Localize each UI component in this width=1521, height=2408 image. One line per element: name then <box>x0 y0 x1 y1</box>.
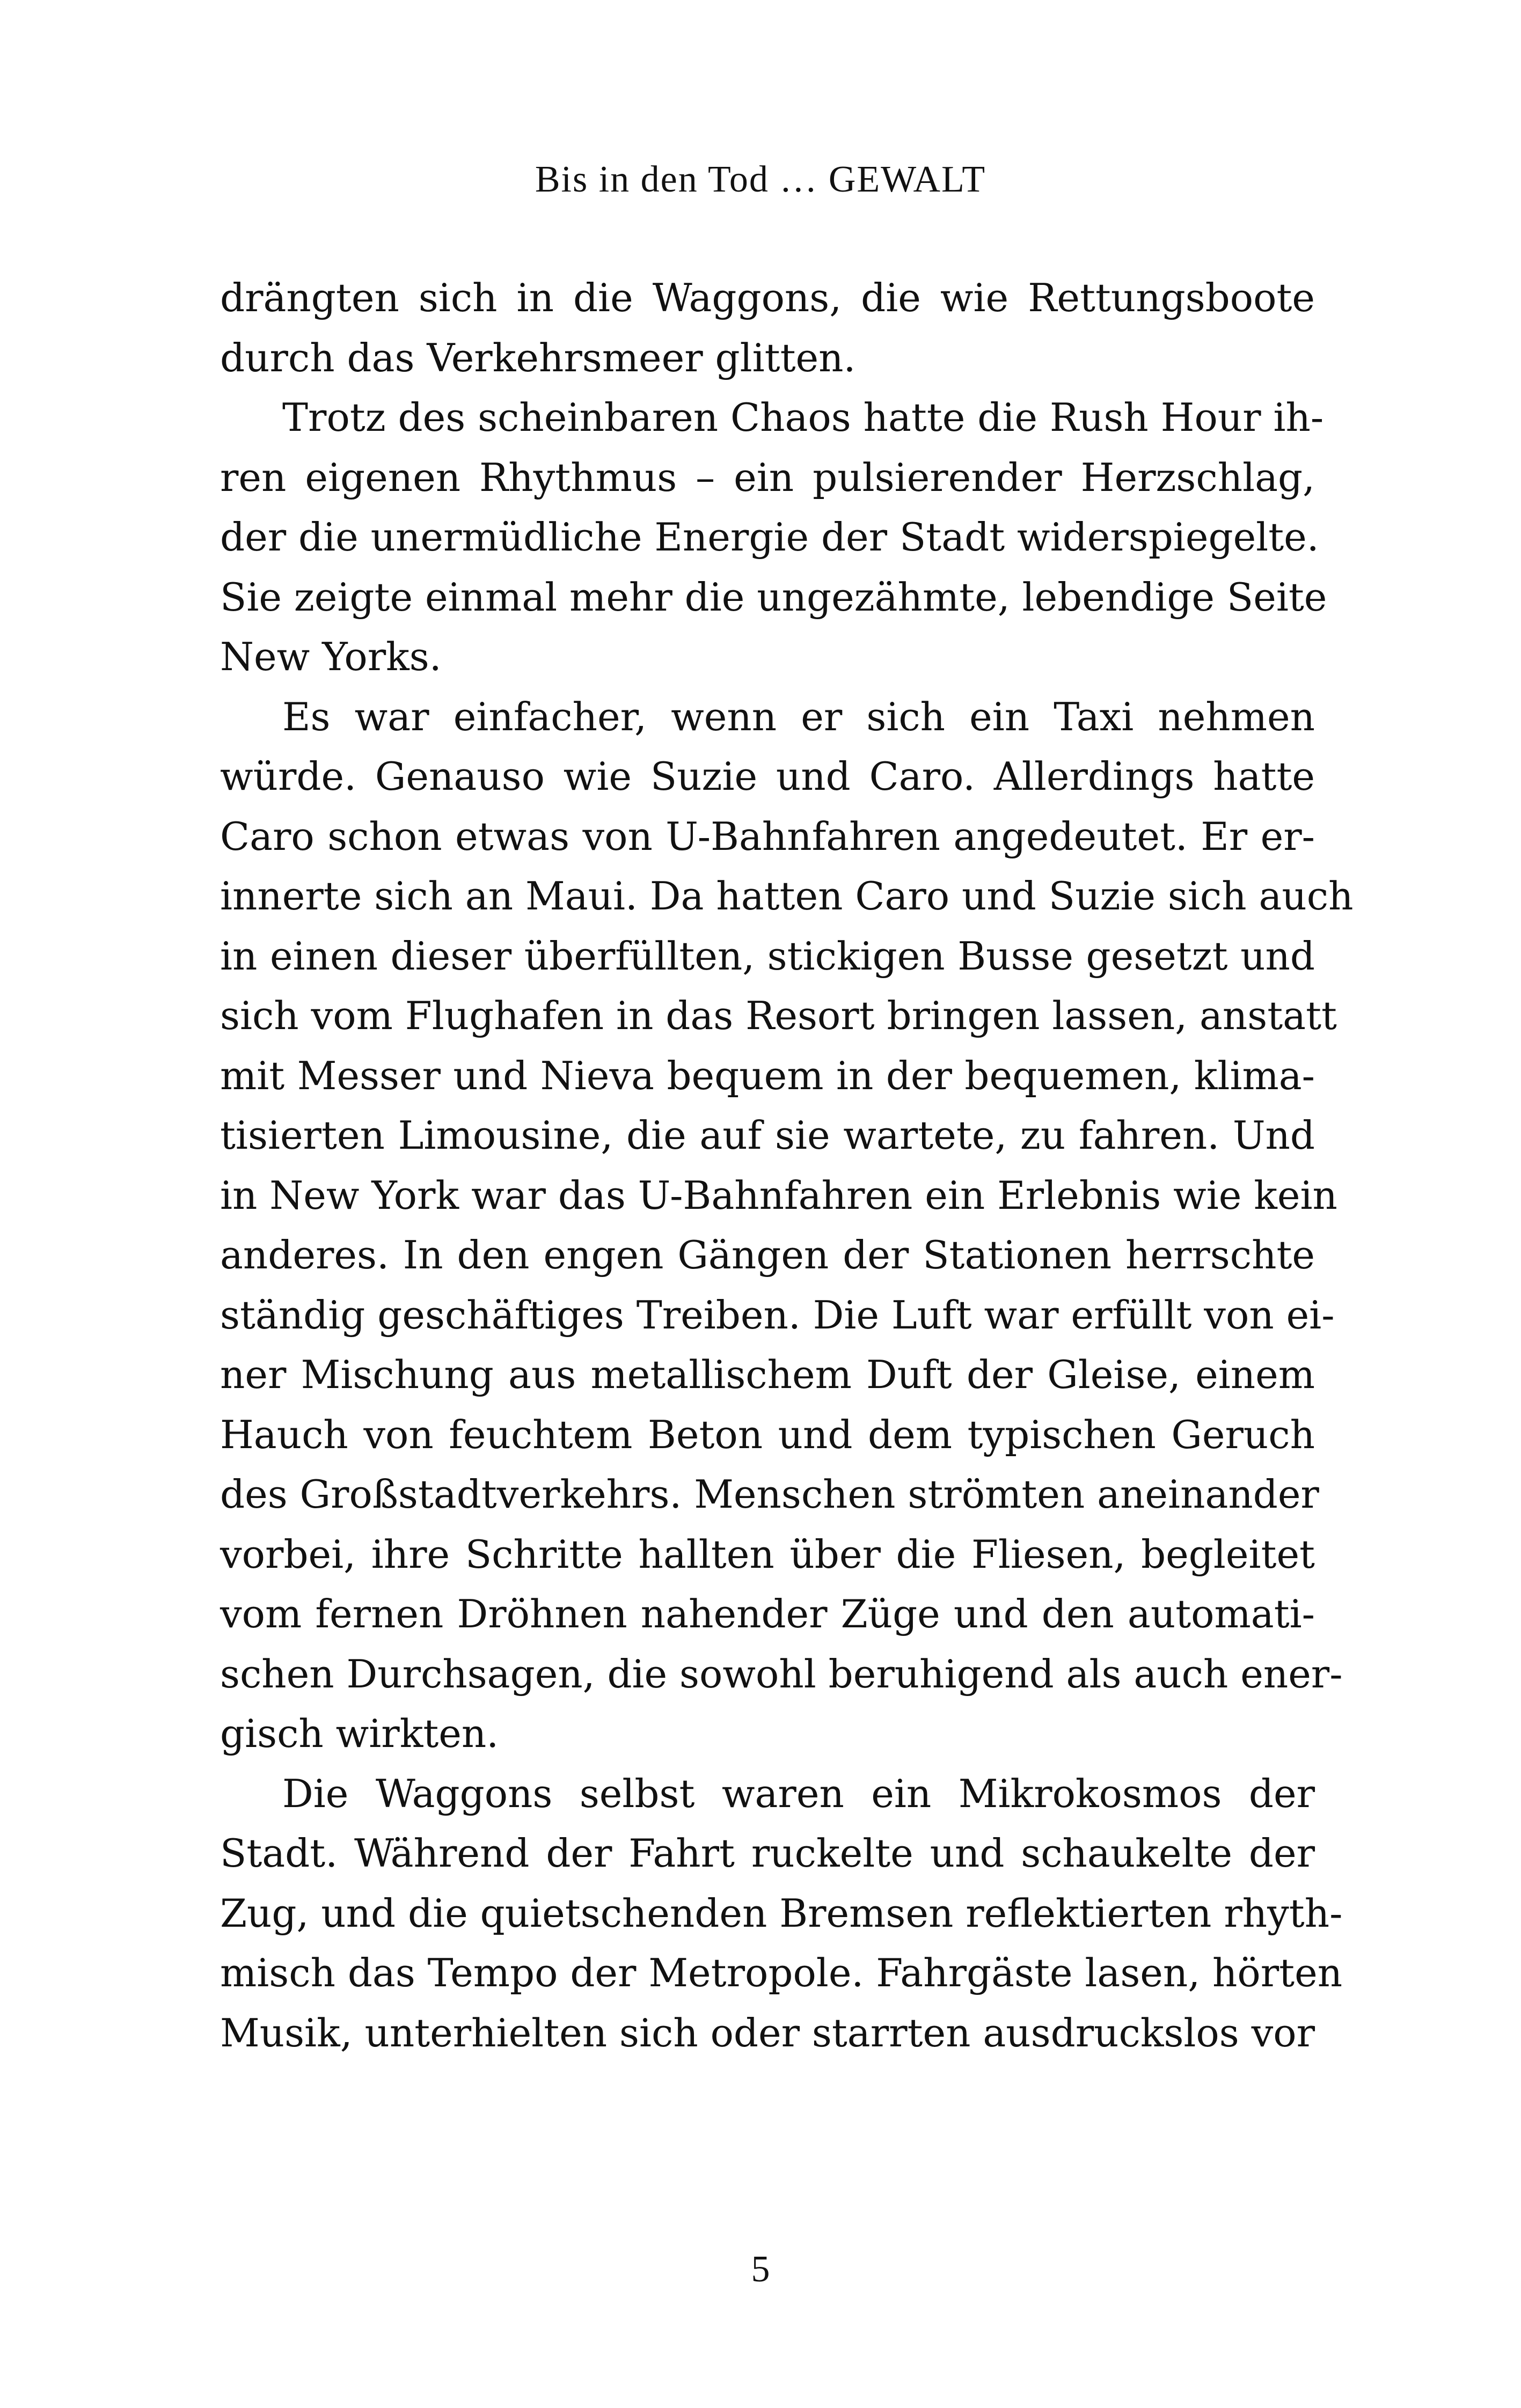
text-line: Caro schon etwas von U-Bahnfahren angedeutet. Er er- <box>220 813 1315 859</box>
text-line: drängten sich in die Waggons, die wie Rettungsboote <box>220 275 1315 320</box>
text-line: tisierten Limousine, die auf sie wartete, zu fahren. Und <box>220 1113 1315 1158</box>
paragraph-3 <box>220 687 1354 1764</box>
text-line: schen Durchsagen, die sowohl beruhigend als auch ener- <box>220 1651 1343 1697</box>
text-line: des Großstadtverkehrs. Menschen strömten aneinander <box>220 1472 1319 1517</box>
text-line: Es war einfacher, wenn er sich ein Taxi nehmen <box>282 694 1315 739</box>
paragraph-4 <box>220 1764 1343 2064</box>
body-text <box>220 268 1354 2063</box>
text-line: ständig geschäftiges Treiben. Die Luft war erfüllt von ei- <box>220 1292 1335 1338</box>
text-line: Stadt. Während der Fahrt ruckelte und schaukelte der <box>220 1831 1315 1876</box>
text-line: mit Messer und Nieva bequem in der bequemen, klima- <box>220 1053 1315 1098</box>
text-line: innerte sich an Maui. Da hatten Caro und Suzie sich auch <box>220 873 1354 919</box>
text-line: gisch wirkten. <box>220 1711 499 1756</box>
text-line: in New York war das U-Bahnfahren ein Erlebnis wie kein <box>220 1172 1337 1218</box>
text-line: misch das Tempo der Metropole. Fahrgäste lasen, hörten <box>220 1950 1343 1995</box>
text-line: Musik, unterhielten sich oder starrten ausdruckslos vor <box>220 2010 1315 2055</box>
text-line: Die Waggons selbst waren ein Mikrokosmos der <box>282 1771 1315 1816</box>
paragraph-1 <box>220 268 1315 388</box>
text-line: Hauch von feuchtem Beton und dem typischen Geruch <box>220 1412 1315 1457</box>
text-line: vom fernen Dröhnen nahender Züge und den automati- <box>220 1591 1315 1636</box>
text-line: ren eigenen Rhythmus – ein pulsierender Herzschlag, <box>220 454 1315 500</box>
running-head: Bis in den Tod … GEWALT <box>535 159 986 200</box>
text-line: sich vom Flughafen in das Resort bringen lassen, anstatt <box>220 993 1337 1038</box>
text-line: ner Mischung aus metallischem Duft der Gleise, einem <box>220 1352 1315 1397</box>
text-line: New Yorks. <box>220 634 442 679</box>
paragraph-2 <box>220 388 1327 687</box>
text-line: durch das Verkehrsmeer glitten. <box>220 335 856 380</box>
text-line: würde. Genauso wie Suzie und Caro. Allerdings hatte <box>220 754 1315 799</box>
page-number: 5 <box>751 2249 770 2290</box>
text-line: vorbei, ihre Schritte hallten über die Fliesen, begleitet <box>220 1531 1315 1577</box>
text-line: Zug, und die quietschenden Bremsen reflektierten rhyth- <box>220 1890 1343 1936</box>
text-line: Sie zeigte einmal mehr die ungezähmte, lebendige Seite <box>220 574 1327 620</box>
text-line: in einen dieser überfüllten, stickigen Busse gesetzt und <box>220 933 1315 979</box>
text-line: der die unermüdliche Energie der Stadt widerspiegelte. <box>220 515 1319 560</box>
text-line: Trotz des scheinbaren Chaos hatte die Rush Hour ih- <box>282 395 1324 440</box>
text-line: anderes. In den engen Gängen der Stationen herrschte <box>220 1232 1315 1278</box>
